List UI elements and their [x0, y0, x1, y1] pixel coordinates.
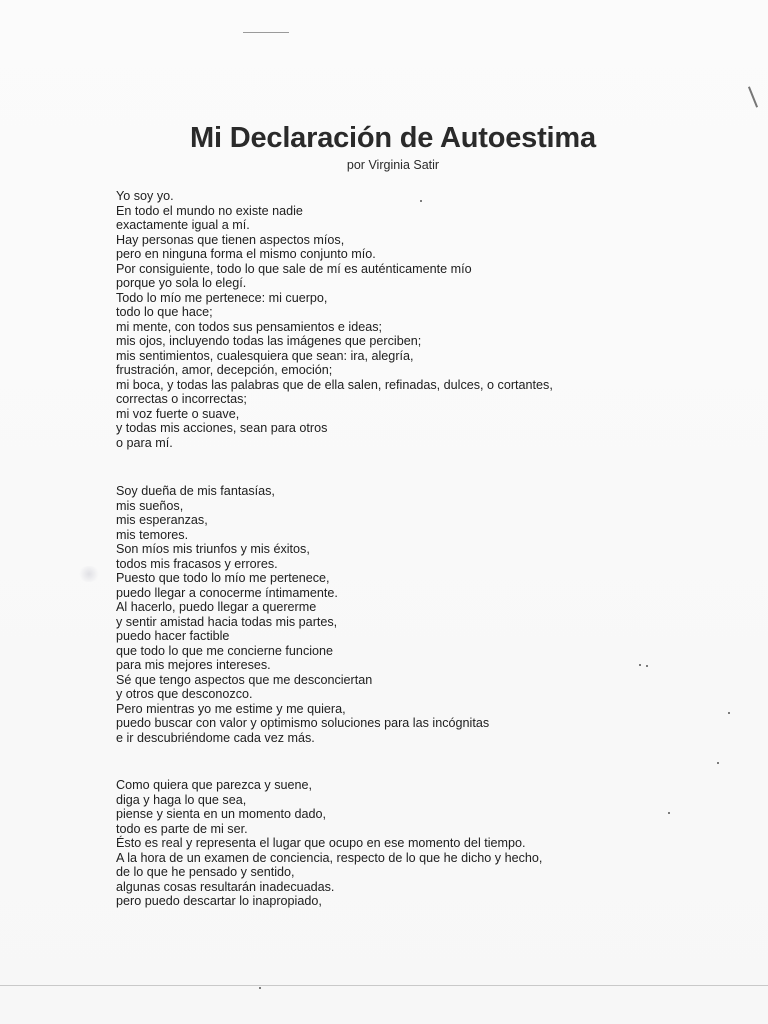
poem-line: Por consiguiente, todo lo que sale de mí es auténticamente mío — [116, 261, 472, 276]
poem-line: puedo hacer factible — [116, 629, 230, 643]
poem-stanza-2 — [116, 484, 736, 745]
poem-line: que todo lo que me concierne funcione — [116, 643, 334, 658]
poem-stanza-1 — [116, 189, 736, 450]
poem-line: mis sentimientos, cualesquiera que sean: ira, alegría, — [116, 348, 414, 363]
poem-line: Hay personas que tienen aspectos míos, — [116, 232, 345, 247]
scan-mark-top — [243, 32, 289, 33]
poem-line: Todo lo mío me pertenece: mi cuerpo, — [116, 290, 328, 305]
poem-line: porque yo sola lo elegí. — [116, 276, 247, 290]
poem-line: Al hacerlo, puedo llegar a quererme — [116, 600, 317, 614]
poem-line: de lo que he pensado y sentido, — [116, 865, 295, 879]
poem-line: exactamente igual a mí. — [116, 218, 250, 232]
poem-line: Son míos mis triunfos y mis éxitos, — [116, 542, 310, 556]
poem-line: y otros que desconozco. — [116, 687, 253, 701]
poem-line: mis sueños, — [116, 498, 184, 513]
poem-line: Sé que tengo aspectos que me desconciertan — [116, 672, 373, 687]
poem-line: para mis mejores intereses. — [116, 658, 271, 672]
poem-line: Ésto es real y representa el lugar que ocupo en ese momento del tiempo. — [116, 836, 526, 850]
poem-line: y todas mis acciones, sean para otros — [116, 421, 328, 435]
poem-stanza-3 — [116, 778, 736, 909]
poem-line: pero en ninguna forma el mismo conjunto mío. — [116, 247, 376, 261]
poem-line: algunas cosas resultarán inadecuadas. — [116, 879, 335, 894]
poem-line: mi boca, y todas las palabras que de ella salen, refinadas, dulces, o cortantes, — [116, 377, 553, 392]
poem-line: piense y sienta en un momento dado, — [116, 807, 327, 821]
poem-line: En todo el mundo no existe nadie — [116, 203, 303, 218]
poem-line: puedo llegar a conocerme íntimamente. — [116, 585, 338, 600]
poem-line: todos mis fracasos y errores. — [116, 556, 278, 571]
poem-line: Yo soy yo. — [116, 189, 174, 203]
poem-line: todo es parte de mi ser. — [116, 821, 248, 836]
scan-speck — [717, 762, 719, 764]
poem-line: A la hora de un examen de conciencia, respecto de lo que he dicho y hecho, — [116, 850, 543, 865]
scan-mark-corner — [748, 86, 758, 107]
poem-line: correctas o incorrectas; — [116, 392, 247, 406]
poem-line: Como quiera que parezca y suene, — [116, 778, 313, 792]
poem-line: todo lo que hace; — [116, 305, 213, 319]
poem-line: mi voz fuerte o suave, — [116, 406, 240, 421]
page-edge-line — [0, 985, 768, 986]
poem-line: e ir descubriéndome cada vez más. — [116, 730, 315, 745]
poem-line: Pero mientras yo me estime y me quiera, — [116, 701, 346, 716]
poem-line: pero puedo descartar lo inapropiado, — [116, 894, 322, 908]
poem-line: o para mí. — [116, 435, 173, 450]
poem-line: frustración, amor, decepción, emoción; — [116, 363, 333, 377]
scan-speck — [259, 987, 261, 989]
poem-line: puedo buscar con valor y optimismo soluciones para las incógnitas — [116, 716, 490, 730]
poem-line: diga y haga lo que sea, — [116, 792, 247, 807]
poem-line: mis ojos, incluyendo todas las imágenes que perciben; — [116, 334, 422, 348]
poem-line: mis temores. — [116, 527, 189, 542]
poem-line: Puesto que todo lo mío me pertenece, — [116, 571, 330, 585]
poem-line: mis esperanzas, — [116, 513, 208, 527]
scan-smudge — [78, 566, 100, 582]
poem-line: y sentir amistad hacia todas mis partes, — [116, 614, 338, 629]
poem-line: Soy dueña de mis fantasías, — [116, 484, 275, 498]
poem-line: mi mente, con todos sus pensamientos e ideas; — [116, 319, 383, 334]
document-title: Mi Declaración de Autoestima — [190, 122, 596, 154]
document-author: por Virginia Satir — [346, 158, 440, 172]
